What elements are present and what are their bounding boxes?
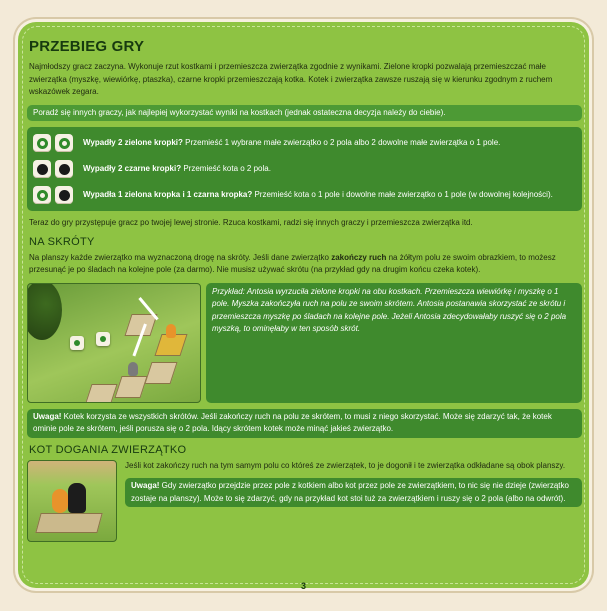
gameplay-intro: Najmłodszy gracz zaczyna. Wykonuje rzut kostkami i przemieszcza zwierzątka zgodnie z wynikami. Zielone kropki pozwalają przemieszczać małe zwierzątka (myszkę, wiewiórkę, ptaszka), czarne kropki przemieszczają kotka. Kotek i zwierzątka zawsze ruszają się w kierunku zgodnym z ruchem wskazówek zegara.: [29, 62, 553, 96]
squirrel-piece: [52, 489, 68, 513]
warning-label: Uwaga!: [131, 481, 160, 490]
board-tile: [114, 376, 147, 398]
die-icon: [96, 332, 110, 346]
die-black-icon: [55, 186, 73, 204]
page-number: 3: [300, 581, 306, 591]
die-black-icon: [55, 160, 73, 178]
next-player-text: Teraz do gry przystępuje gracz po twojej lewej stronie. Rzuca kostkami, radzi się innych graczy i przemieszcza zwierzątka itd.: [29, 218, 473, 227]
board-tile: [144, 362, 177, 384]
board-illustration: [27, 283, 201, 403]
section-title-cat: KOT DOGANIA ZWIERZĄTKO: [29, 443, 187, 456]
die-green-icon: [55, 134, 73, 152]
dice-text: [83, 163, 271, 175]
cat-section: [27, 460, 582, 542]
mouse-piece: [128, 362, 138, 376]
board-tile: [35, 513, 102, 533]
example-text: Przykład: Antosia wyrzuciła zielone kropki na obu kostkach. Przemieszcza wiewiórkę i myszkę o 1 pole. Myszka zakończyła ruch na polu ze swoim skrótem. Antosia postanawia skorzystać ze skrótu i przemieszcza myszkę po śladach na kolejne pole. Jeżeli Antosia zdecydowałaby ruszyć się o 2 pola myszką, to ominęłaby w ten sposób skrót.: [206, 283, 582, 403]
board-tile: [84, 384, 117, 403]
shortcuts-text-a: Na planszy każde zwierzątko ma wyznaczoną drogę na skróty. Jeśli dane zwierzątko: [29, 252, 332, 262]
dice-result-label: Wypadły 2 czarne kropki?: [83, 164, 182, 173]
warning-label: Uwaga!: [33, 411, 62, 421]
die-icon: [70, 336, 84, 350]
dice-result-desc: Przemieść kota o 1 pole i dowolne małe zwierzątko o 1 pole (w dowolnej kolejności).: [252, 190, 553, 199]
dice-result-desc: Przemieść kota o 2 pola.: [181, 164, 271, 173]
dice-result-label: Wypadły 2 zielone kropki?: [83, 138, 183, 147]
squirrel-piece: [166, 324, 176, 338]
tree-shape: [27, 283, 62, 340]
cat-illustration: [27, 460, 117, 542]
die-black-icon: [33, 160, 51, 178]
dice-row-two-black: [33, 156, 576, 182]
cat-text-column: [125, 460, 582, 542]
shortcuts-text: [29, 252, 582, 277]
cat-piece: [68, 483, 86, 513]
dice-row-two-green: [33, 130, 576, 156]
die-green-icon: [33, 134, 51, 152]
dice-result-label: Wypadła 1 zielona kropka i 1 czarna kropka?: [83, 190, 253, 199]
shortcut-example: [27, 283, 582, 403]
shortcut-warning-band: [27, 409, 582, 438]
advice-band: Poradź się innych graczy, jak najlepiej wykorzystać wyniki na kostkach (jednak ostateczna decyzja należy do ciebie).: [27, 105, 582, 122]
page-content: [27, 30, 582, 546]
cat-warning-band: [125, 478, 582, 507]
dice-result-desc: Przemieść 1 wybrane małe zwierzątko o 2 pola albo 2 dowolne małe zwierzątka o 1 pole.: [182, 138, 501, 147]
warning-text: Gdy zwierzątko przejdzie przez pole z kotkiem albo kot przez pole ze zwierzątkiem, to nic się nie dzieje (zwierzątko zostaje na planszy). Może to się zdarzyć, gdy na przykład kot stoi tuż za zwierzątkiem i ruszy się o 2 pola (albo na odwrót).: [131, 481, 569, 503]
dice-text: [83, 137, 500, 149]
cat-rule-text: Jeśli kot zakończy ruch na tym samym polu co któreś ze zwierzątek, to je dogonił i te zwierzątka odkładane są obok planszy.: [125, 460, 566, 470]
section-title-gameplay: PRZEBIEG GRY: [29, 38, 145, 55]
dice-results-box: [27, 127, 582, 211]
section-title-shortcuts: NA SKRÓTY: [29, 235, 95, 248]
shortcuts-text-b: na żółtym polu ze swoim obrazkiem, to możesz przesunąć je po śladach na kolejne pole (za darmo). Nie musisz używać skrótu (na przykład gdy na drugim końcu czeka kotek).: [29, 252, 556, 274]
die-green-icon: [33, 186, 51, 204]
dice-text: [83, 189, 553, 201]
shortcuts-text-bold: zakończy ruch: [331, 252, 387, 262]
dice-row-mixed: [33, 182, 576, 208]
warning-text: Kotek korzysta ze wszystkich skrótów. Jeśli zakończy ruch na polu ze skrótem, to musi z niego skorzystać. Może się zdarzyć tak, że kotek ominie pole ze skrótem, jeśli porusza się o 2 pola. Idący skrótem kotek może minąć jakieś zwierzątko.: [33, 411, 552, 433]
